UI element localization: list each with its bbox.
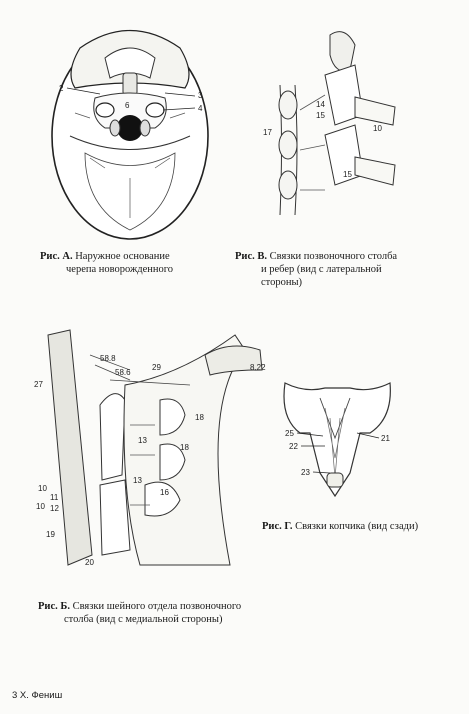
figure-g-label: 22 [289, 442, 298, 451]
figure-b-label: 13 [138, 436, 147, 445]
figure-v-caption-line3: стороны) [261, 277, 303, 288]
figure-a-caption-line2: черепа новорожденного [66, 264, 174, 275]
figure-b-label: 27 [34, 380, 43, 389]
figure-b-label: 10 [38, 484, 47, 493]
page-footer: 3 Х. Фениш [12, 690, 63, 701]
figure-b-label: 58.6 [115, 368, 131, 377]
figure-b-label: 19 [46, 530, 55, 539]
figure-b-label: 16 [160, 488, 169, 497]
figure-a-skull-base [45, 18, 215, 243]
figure-g-caption-line1: Связки копчика (вид сзади) [295, 521, 419, 532]
figure-b-cervical-spine [30, 325, 265, 570]
figure-v-caption-prefix: Рис. В. [235, 251, 268, 262]
figure-b-label: 8.22 [250, 363, 266, 372]
figure-b-label: 10 [36, 502, 45, 511]
figure-b-caption-line1: Связки шейного отдела позвоночного [72, 601, 242, 612]
figure-b-label: 12 [50, 504, 59, 513]
figure-v-label: 17 [263, 128, 272, 137]
figure-a-label: 4 [198, 104, 203, 113]
figure-b-label: 18 [195, 413, 204, 422]
figure-a-label: 2 [59, 84, 64, 93]
figure-v-caption [235, 250, 455, 289]
figure-b-label: 29 [152, 363, 161, 372]
figure-v-spine-ribs [255, 25, 395, 220]
figure-b-label: 11 [50, 493, 59, 502]
figure-g-coccyx [275, 378, 400, 498]
figure-v-caption-line2: и ребер (вид с латеральной [261, 264, 382, 275]
figure-v-label: 10 [373, 124, 382, 133]
figure-a-caption-prefix: Рис. А. [40, 251, 73, 262]
figure-b-label: 13 [133, 476, 142, 485]
figure-v-label: 15 [343, 170, 352, 179]
figure-g-label: 23 [301, 468, 310, 477]
figure-b-caption-prefix: Рис. Б. [38, 601, 70, 612]
figure-b-caption [38, 600, 278, 626]
figure-a-caption-line1: Наружное основание [75, 251, 170, 262]
figure-b-label: 20 [85, 558, 94, 567]
figure-v-label: 15 [316, 111, 325, 120]
figure-g-caption [262, 520, 462, 533]
figure-g-label: 21 [381, 434, 390, 443]
figure-g-caption-prefix: Рис. Г. [262, 521, 293, 532]
figure-a-label: 6 [125, 101, 130, 110]
figure-b-caption-line2: столба (вид с медиальной стороны) [64, 614, 223, 625]
figure-b-label: 18 [180, 443, 189, 452]
figure-v-label: 14 [316, 100, 325, 109]
figure-a-caption [40, 250, 230, 276]
figure-v-caption-line1: Связки позвоночного столба [269, 251, 398, 262]
figure-b-label: 58.8 [100, 354, 116, 363]
figure-g-label: 25 [285, 429, 294, 438]
figure-a-label: 3 [198, 91, 203, 100]
